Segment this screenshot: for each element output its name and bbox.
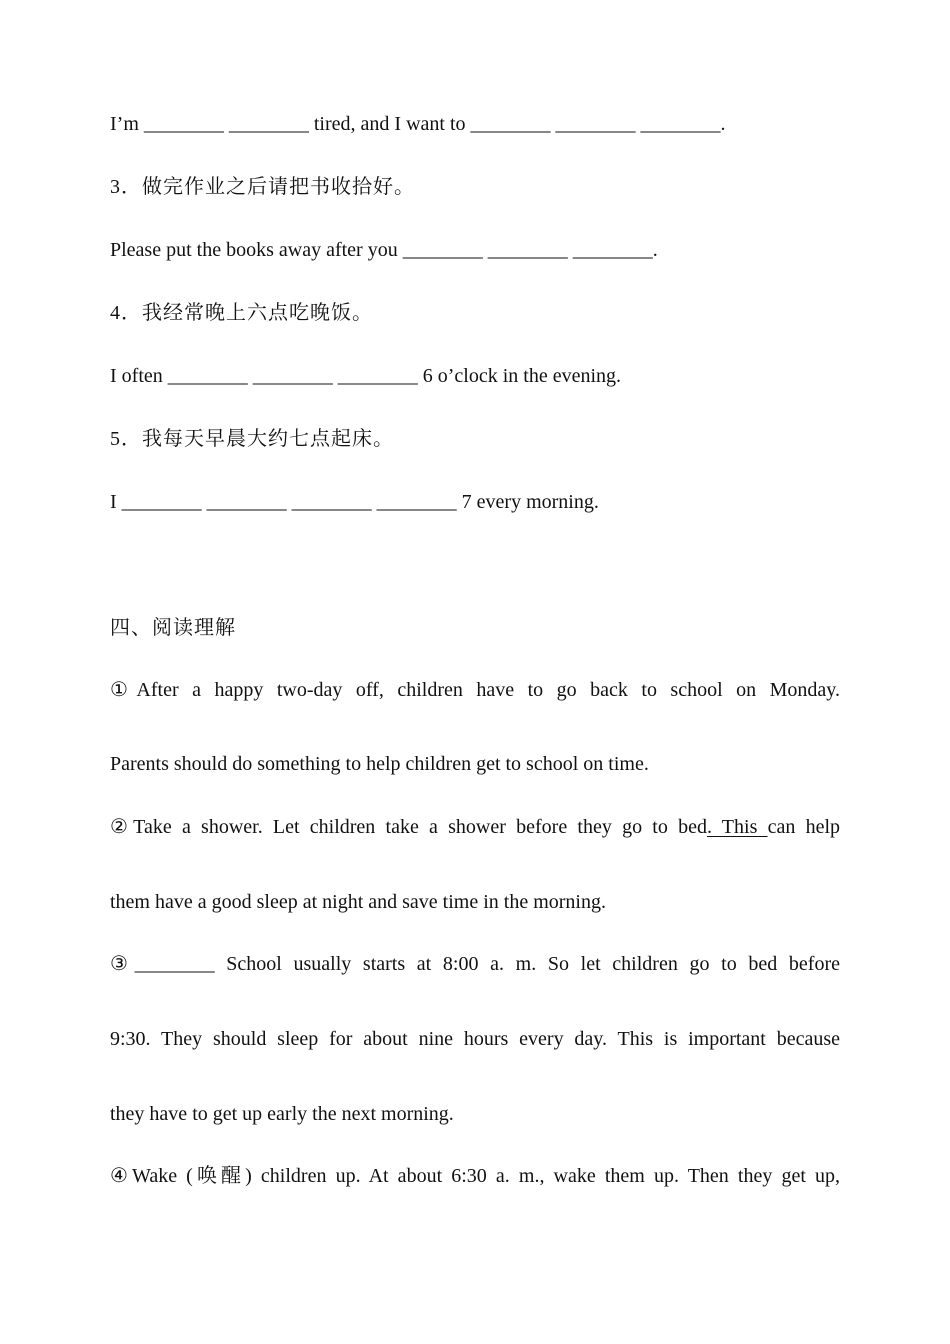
reading-paragraph-1-line-1: ①After a happy two-day off, children have to go back to school on Monday.	[110, 679, 840, 701]
reading-paragraph-2-text-a: ②Take a shower. Let children take a shower before they go to bed	[110, 816, 707, 838]
exercise-5-answer-line: I ________ ________ ________ ________ 7 every morning.	[110, 491, 599, 513]
reading-paragraph-3-line-1: ③________ School usually starts at 8:00 a. m. So let children go to bed before	[110, 953, 840, 975]
exercise-5-prompt: 5．我每天早晨大约七点起床。	[110, 428, 394, 450]
reading-paragraph-1-line-2: Parents should do something to help children get to school on time.	[110, 753, 649, 775]
reading-paragraph-2-line-2: them have a good sleep at night and save time in the morning.	[110, 891, 606, 913]
reading-section-title: 四、阅读理解	[110, 617, 236, 639]
reading-paragraph-4-line-1: ④Wake (唤醒) children up. At about 6:30 a. m., wake them up. Then they get up,	[110, 1165, 840, 1187]
exercise-3-prompt: 3．做完作业之后请把书收拾好。	[110, 176, 415, 198]
exercise-4-prompt: 4．我经常晚上六点吃晚饭。	[110, 302, 373, 324]
reading-paragraph-3-line-2: 9:30. They should sleep for about nine hours every day. This is important because	[110, 1028, 840, 1050]
reading-paragraph-2-text-b: can help	[767, 816, 840, 838]
reading-paragraph-2-line-1	[110, 815, 840, 839]
exercise-4-answer-line: I often ________ ________ ________ 6 o’clock in the evening.	[110, 365, 622, 387]
underlined-reference-this: . This	[706, 816, 768, 838]
exercise-2-answer-line: I’m ________ ________ tired, and I want to ________ ________ ________.	[110, 113, 726, 135]
exercise-3-answer-line: Please put the books away after you ________ ________ ________.	[110, 239, 658, 261]
reading-paragraph-3-line-3: they have to get up early the next morning.	[110, 1103, 454, 1125]
